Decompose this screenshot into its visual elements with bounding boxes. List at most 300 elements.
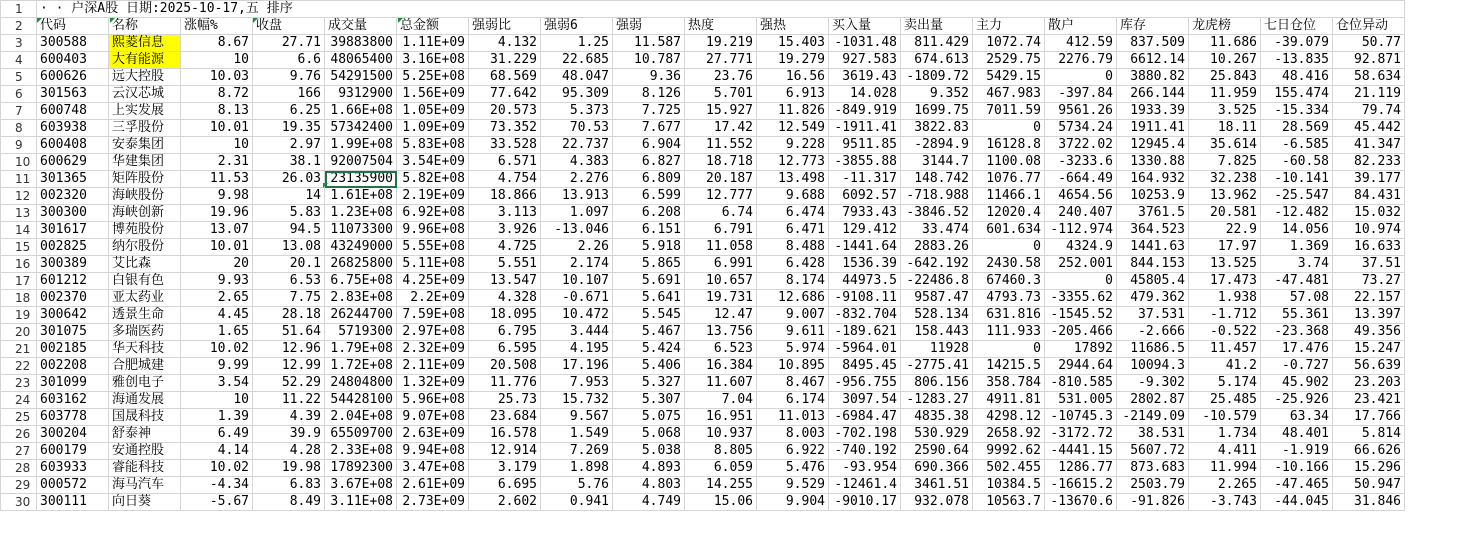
table-cell[interactable]: 17.476 <box>1261 341 1333 358</box>
table-cell[interactable]: 38.1 <box>253 154 325 171</box>
table-cell[interactable]: 806.156 <box>901 375 973 392</box>
row-number[interactable]: 6 <box>1 86 37 103</box>
table-cell[interactable]: 5.76 <box>541 477 613 494</box>
table-cell[interactable]: -6.585 <box>1261 137 1333 154</box>
table-cell[interactable]: 26825800 <box>325 256 397 273</box>
table-cell[interactable]: 10.01 <box>181 239 253 256</box>
table-cell[interactable]: 41.347 <box>1333 137 1405 154</box>
table-cell[interactable]: 932.078 <box>901 494 973 511</box>
table-cell[interactable]: 20.187 <box>685 171 757 188</box>
table-cell[interactable]: 23.203 <box>1333 375 1405 392</box>
row-number[interactable]: 21 <box>1 341 37 358</box>
table-cell[interactable]: 2.276 <box>541 171 613 188</box>
table-cell[interactable]: 13.397 <box>1333 307 1405 324</box>
table-cell[interactable]: 266.144 <box>1117 86 1189 103</box>
table-cell[interactable]: 1072.74 <box>973 35 1045 52</box>
table-cell[interactable]: 5.691 <box>613 273 685 290</box>
table-cell[interactable]: 9.688 <box>757 188 829 205</box>
table-cell[interactable]: 600629 <box>37 154 109 171</box>
table-cell[interactable]: 002208 <box>37 358 109 375</box>
table-cell[interactable]: 600179 <box>37 443 109 460</box>
table-cell[interactable]: 1.79E+08 <box>325 341 397 358</box>
table-cell[interactable]: 10.472 <box>541 307 613 324</box>
table-cell[interactable]: -47.481 <box>1261 273 1333 290</box>
table-cell[interactable]: 4324.9 <box>1045 239 1117 256</box>
table-cell[interactable]: -956.755 <box>829 375 901 392</box>
table-cell[interactable]: 8.49 <box>253 494 325 511</box>
table-cell[interactable]: 10.267 <box>1189 52 1261 69</box>
table-cell[interactable]: 11466.1 <box>973 188 1045 205</box>
column-header[interactable]: 仓位异动 <box>1333 18 1405 35</box>
table-cell[interactable]: 3.926 <box>469 222 541 239</box>
table-cell[interactable]: 5.918 <box>613 239 685 256</box>
table-cell[interactable]: 5.11E+08 <box>397 256 469 273</box>
row-number[interactable]: 26 <box>1 426 37 443</box>
table-cell[interactable]: 20.1 <box>253 256 325 273</box>
table-cell[interactable]: 6.49 <box>181 426 253 443</box>
column-header[interactable]: 主力 <box>973 18 1045 35</box>
table-cell[interactable]: 5607.72 <box>1117 443 1189 460</box>
table-cell[interactable]: 5.327 <box>613 375 685 392</box>
table-cell[interactable]: 6.827 <box>613 154 685 171</box>
title-cell[interactable]: · · 户深A股 日期:2025-10-17,五 排序 <box>37 1 1405 18</box>
table-cell[interactable]: -1809.72 <box>901 69 973 86</box>
table-cell[interactable]: 8.805 <box>685 443 757 460</box>
table-cell[interactable]: 48.416 <box>1261 69 1333 86</box>
table-cell[interactable]: 7011.59 <box>973 103 1045 120</box>
table-cell[interactable]: 17892 <box>1045 341 1117 358</box>
row-number[interactable]: 14 <box>1 222 37 239</box>
table-cell[interactable]: 11.058 <box>685 239 757 256</box>
table-cell[interactable]: 1536.39 <box>829 256 901 273</box>
table-cell[interactable]: 19.35 <box>253 120 325 137</box>
table-cell[interactable]: 4.28 <box>253 443 325 460</box>
table-cell[interactable]: 16128.8 <box>973 137 1045 154</box>
table-cell[interactable]: 8.488 <box>757 239 829 256</box>
table-cell[interactable]: 164.932 <box>1117 171 1189 188</box>
table-cell[interactable]: 32.238 <box>1189 171 1261 188</box>
table-cell[interactable]: 82.233 <box>1333 154 1405 171</box>
table-cell[interactable]: 19.98 <box>253 460 325 477</box>
table-cell[interactable]: -13.835 <box>1261 52 1333 69</box>
table-cell[interactable]: 12.99 <box>253 358 325 375</box>
table-cell[interactable]: 13.07 <box>181 222 253 239</box>
table-row[interactable] <box>1 307 1405 324</box>
table-cell[interactable]: 24804800 <box>325 375 397 392</box>
table-cell[interactable]: 1330.88 <box>1117 154 1189 171</box>
table-cell[interactable]: 7.269 <box>541 443 613 460</box>
table-cell[interactable]: 舒泰神 <box>109 426 181 443</box>
table-cell[interactable]: 4.195 <box>541 341 613 358</box>
table-cell[interactable]: -664.49 <box>1045 171 1117 188</box>
table-row[interactable] <box>1 273 1405 290</box>
table-cell[interactable]: 6.474 <box>757 205 829 222</box>
table-cell[interactable]: 2.97E+08 <box>397 324 469 341</box>
table-cell[interactable]: 15.403 <box>757 35 829 52</box>
table-cell[interactable]: 002185 <box>37 341 109 358</box>
row-number[interactable]: 28 <box>1 460 37 477</box>
table-cell[interactable]: 63.34 <box>1261 409 1333 426</box>
table-row[interactable] <box>1 443 1405 460</box>
row-number[interactable]: 25 <box>1 409 37 426</box>
table-cell[interactable]: 23.684 <box>469 409 541 426</box>
table-cell[interactable]: 1.05E+09 <box>397 103 469 120</box>
table-cell[interactable]: 6612.14 <box>1117 52 1189 69</box>
table-cell[interactable]: 6092.57 <box>829 188 901 205</box>
table-row[interactable] <box>1 120 1405 137</box>
table-cell[interactable]: 603933 <box>37 460 109 477</box>
table-cell[interactable]: -0.671 <box>541 290 613 307</box>
table-cell[interactable]: 海马汽车 <box>109 477 181 494</box>
table-cell[interactable]: -3355.62 <box>1045 290 1117 307</box>
table-cell[interactable]: 11.776 <box>469 375 541 392</box>
table-cell[interactable]: 睿能科技 <box>109 460 181 477</box>
table-cell[interactable]: -25.926 <box>1261 392 1333 409</box>
table-cell[interactable]: 9561.26 <box>1045 103 1117 120</box>
row-number[interactable]: 12 <box>1 188 37 205</box>
table-cell[interactable]: 10.107 <box>541 273 613 290</box>
table-cell[interactable]: -4.34 <box>181 477 253 494</box>
table-cell[interactable]: 66.626 <box>1333 443 1405 460</box>
table-row[interactable] <box>1 256 1405 273</box>
table-cell[interactable]: 三孚股份 <box>109 120 181 137</box>
table-cell[interactable]: 3.11E+08 <box>325 494 397 511</box>
row-number[interactable]: 29 <box>1 477 37 494</box>
table-cell[interactable]: 3822.83 <box>901 120 973 137</box>
table-cell[interactable]: -93.954 <box>829 460 901 477</box>
table-cell[interactable]: 10253.9 <box>1117 188 1189 205</box>
table-cell[interactable]: -60.58 <box>1261 154 1333 171</box>
table-cell[interactable]: -13670.6 <box>1045 494 1117 511</box>
table-cell[interactable]: 5.96E+08 <box>397 392 469 409</box>
table-cell[interactable]: 11.457 <box>1189 341 1261 358</box>
table-cell[interactable]: 4835.38 <box>901 409 973 426</box>
column-header[interactable]: 买入量 <box>829 18 901 35</box>
table-cell[interactable]: 15.032 <box>1333 205 1405 222</box>
table-cell[interactable]: 603938 <box>37 120 109 137</box>
table-cell[interactable]: 2.602 <box>469 494 541 511</box>
table-cell[interactable]: 8.13 <box>181 103 253 120</box>
column-header[interactable]: 强热 <box>757 18 829 35</box>
table-cell[interactable]: 0 <box>973 120 1045 137</box>
table-cell[interactable]: 6.795 <box>469 324 541 341</box>
table-cell[interactable]: 8.126 <box>613 86 685 103</box>
table-cell[interactable]: 6.428 <box>757 256 829 273</box>
table-cell[interactable]: 45.442 <box>1333 120 1405 137</box>
table-cell[interactable]: 37.51 <box>1333 256 1405 273</box>
table-cell[interactable]: -3233.6 <box>1045 154 1117 171</box>
table-cell[interactable]: 9.567 <box>541 409 613 426</box>
column-header[interactable]: 强弱 <box>613 18 685 35</box>
table-cell[interactable]: 2658.92 <box>973 426 1045 443</box>
table-row[interactable] <box>1 494 1405 511</box>
table-cell[interactable]: 11.53 <box>181 171 253 188</box>
table-cell[interactable]: 6.25 <box>253 103 325 120</box>
table-cell[interactable]: 17.473 <box>1189 273 1261 290</box>
table-cell[interactable]: 631.816 <box>973 307 1045 324</box>
table-cell[interactable]: -9108.11 <box>829 290 901 307</box>
table-cell[interactable]: 15.296 <box>1333 460 1405 477</box>
row-number[interactable]: 30 <box>1 494 37 511</box>
table-cell[interactable]: 1.369 <box>1261 239 1333 256</box>
table-cell[interactable]: -23.368 <box>1261 324 1333 341</box>
table-cell[interactable]: 301563 <box>37 86 109 103</box>
table-cell[interactable]: 811.429 <box>901 35 973 52</box>
table-cell[interactable]: 12.686 <box>757 290 829 307</box>
table-cell[interactable]: 50.77 <box>1333 35 1405 52</box>
table-cell[interactable]: 68.569 <box>469 69 541 86</box>
table-cell[interactable]: 300642 <box>37 307 109 324</box>
table-cell[interactable]: 3.113 <box>469 205 541 222</box>
table-cell[interactable]: 927.583 <box>829 52 901 69</box>
table-cell[interactable]: 3.16E+08 <box>397 52 469 69</box>
table-cell[interactable]: 84.431 <box>1333 188 1405 205</box>
row-number[interactable]: 27 <box>1 443 37 460</box>
table-cell[interactable]: 1911.41 <box>1117 120 1189 137</box>
table-cell[interactable]: 1.66E+08 <box>325 103 397 120</box>
row-number[interactable]: 13 <box>1 205 37 222</box>
table-cell[interactable]: 1699.75 <box>901 103 973 120</box>
table-cell[interactable]: 358.784 <box>973 375 1045 392</box>
table-cell[interactable]: 11.607 <box>685 375 757 392</box>
table-cell[interactable]: 22.157 <box>1333 290 1405 307</box>
table-cell[interactable]: 9.352 <box>901 86 973 103</box>
table-cell[interactable]: 73.352 <box>469 120 541 137</box>
table-cell[interactable]: 35.614 <box>1189 137 1261 154</box>
column-header[interactable]: 热度 <box>685 18 757 35</box>
table-cell[interactable]: 7.59E+08 <box>397 307 469 324</box>
table-cell[interactable]: 79.74 <box>1333 103 1405 120</box>
table-cell[interactable]: 23135900 <box>325 171 397 188</box>
table-cell[interactable]: 11928 <box>901 341 973 358</box>
table-cell[interactable]: 纳尔股份 <box>109 239 181 256</box>
table-cell[interactable]: -3172.72 <box>1045 426 1117 443</box>
table-cell[interactable]: 22.737 <box>541 137 613 154</box>
table-cell[interactable]: 9.007 <box>757 307 829 324</box>
table-cell[interactable]: 56.639 <box>1333 358 1405 375</box>
table-cell[interactable]: 4.45 <box>181 307 253 324</box>
table-cell[interactable]: 12.777 <box>685 188 757 205</box>
table-cell[interactable]: 16.384 <box>685 358 757 375</box>
table-cell[interactable]: 6.695 <box>469 477 541 494</box>
table-cell[interactable]: 19.96 <box>181 205 253 222</box>
table-cell[interactable]: 33.474 <box>901 222 973 239</box>
table-cell[interactable]: -1545.52 <box>1045 307 1117 324</box>
table-row[interactable] <box>1 154 1405 171</box>
table-cell[interactable]: -12.482 <box>1261 205 1333 222</box>
table-cell[interactable]: -22486.8 <box>901 273 973 290</box>
table-cell[interactable]: 54291500 <box>325 69 397 86</box>
table-cell[interactable]: -0.727 <box>1261 358 1333 375</box>
table-cell[interactable]: 10384.5 <box>973 477 1045 494</box>
table-cell[interactable]: 1.25 <box>541 35 613 52</box>
table-cell[interactable]: 艾比森 <box>109 256 181 273</box>
table-cell[interactable]: -112.974 <box>1045 222 1117 239</box>
table-cell[interactable]: 600626 <box>37 69 109 86</box>
table-cell[interactable]: 4654.56 <box>1045 188 1117 205</box>
table-cell[interactable]: 10.01 <box>181 120 253 137</box>
row-number[interactable]: 19 <box>1 307 37 324</box>
table-cell[interactable]: 20.508 <box>469 358 541 375</box>
table-cell[interactable]: 502.455 <box>973 460 1045 477</box>
table-row[interactable] <box>1 103 1405 120</box>
table-cell[interactable]: 5.82E+08 <box>397 171 469 188</box>
table-cell[interactable]: 3761.5 <box>1117 205 1189 222</box>
table-row[interactable] <box>1 171 1405 188</box>
table-cell[interactable]: 5.974 <box>757 341 829 358</box>
table-cell[interactable]: 7.953 <box>541 375 613 392</box>
table-cell[interactable]: 1.734 <box>1189 426 1261 443</box>
table-cell[interactable]: 1.898 <box>541 460 613 477</box>
table-cell[interactable]: 5.545 <box>613 307 685 324</box>
table-cell[interactable]: -1441.64 <box>829 239 901 256</box>
table-cell[interactable]: 17.766 <box>1333 409 1405 426</box>
table-cell[interactable]: -2775.41 <box>901 358 973 375</box>
table-cell[interactable]: 4.749 <box>613 494 685 511</box>
table-cell[interactable]: 252.001 <box>1045 256 1117 273</box>
table-cell[interactable]: 2944.64 <box>1045 358 1117 375</box>
table-cell[interactable]: -832.704 <box>829 307 901 324</box>
table-cell[interactable]: 14.028 <box>829 86 901 103</box>
table-cell[interactable]: 4.754 <box>469 171 541 188</box>
table-cell[interactable]: 博苑股份 <box>109 222 181 239</box>
table-cell[interactable]: 白银有色 <box>109 273 181 290</box>
table-cell[interactable]: 3.47E+08 <box>397 460 469 477</box>
table-cell[interactable]: 50.947 <box>1333 477 1405 494</box>
table-cell[interactable]: 矩阵股份 <box>109 171 181 188</box>
row-number[interactable]: 17 <box>1 273 37 290</box>
table-cell[interactable]: 7.04 <box>685 392 757 409</box>
table-cell[interactable]: 1.11E+09 <box>397 35 469 52</box>
table-cell[interactable]: 22.9 <box>1189 222 1261 239</box>
table-cell[interactable]: 5429.15 <box>973 69 1045 86</box>
table-cell[interactable]: 1441.63 <box>1117 239 1189 256</box>
row-number[interactable]: 3 <box>1 35 37 52</box>
table-cell[interactable]: 95.309 <box>541 86 613 103</box>
table-cell[interactable]: 000572 <box>37 477 109 494</box>
table-cell[interactable]: 安泰集团 <box>109 137 181 154</box>
table-cell[interactable]: 48.047 <box>541 69 613 86</box>
table-cell[interactable]: 11.686 <box>1189 35 1261 52</box>
table-cell[interactable]: 9.36 <box>613 69 685 86</box>
table-cell[interactable]: 11.959 <box>1189 86 1261 103</box>
row-number[interactable]: 9 <box>1 137 37 154</box>
table-cell[interactable]: 9587.47 <box>901 290 973 307</box>
table-cell[interactable]: 2430.58 <box>973 256 1045 273</box>
table-cell[interactable]: 4.383 <box>541 154 613 171</box>
table-cell[interactable]: 837.509 <box>1117 35 1189 52</box>
table-cell[interactable]: 2.83E+08 <box>325 290 397 307</box>
table-cell[interactable]: -205.466 <box>1045 324 1117 341</box>
table-cell[interactable]: 9.98 <box>181 188 253 205</box>
table-cell[interactable]: 18.11 <box>1189 120 1261 137</box>
table-cell[interactable]: 2590.64 <box>901 443 973 460</box>
table-cell[interactable]: 4.893 <box>613 460 685 477</box>
table-cell[interactable]: 3.54E+09 <box>397 154 469 171</box>
table-cell[interactable]: 2.2E+09 <box>397 290 469 307</box>
table-cell[interactable]: 9.529 <box>757 477 829 494</box>
table-cell[interactable]: -16615.2 <box>1045 477 1117 494</box>
table-row[interactable] <box>1 341 1405 358</box>
table-row[interactable] <box>1 290 1405 307</box>
table-cell[interactable]: 熙菱信息 <box>109 35 181 52</box>
table-cell[interactable]: 16.578 <box>469 426 541 443</box>
table-cell[interactable]: 0 <box>973 341 1045 358</box>
table-cell[interactable]: 1.61E+08 <box>325 188 397 205</box>
table-cell[interactable]: 14 <box>253 188 325 205</box>
table-cell[interactable]: 9312900 <box>325 86 397 103</box>
table-cell[interactable]: 3144.7 <box>901 154 973 171</box>
table-cell[interactable]: 6.53 <box>253 273 325 290</box>
column-header[interactable]: 强弱6 <box>541 18 613 35</box>
table-cell[interactable]: 54428100 <box>325 392 397 409</box>
table-cell[interactable]: -25.547 <box>1261 188 1333 205</box>
table-cell[interactable]: 13.756 <box>685 324 757 341</box>
table-cell[interactable]: 远大控股 <box>109 69 181 86</box>
table-cell[interactable]: 300204 <box>37 426 109 443</box>
table-cell[interactable]: -810.585 <box>1045 375 1117 392</box>
table-cell[interactable]: 300300 <box>37 205 109 222</box>
table-row[interactable] <box>1 205 1405 222</box>
table-cell[interactable]: -5964.01 <box>829 341 901 358</box>
table-cell[interactable]: 6.791 <box>685 222 757 239</box>
table-cell[interactable]: 55.361 <box>1261 307 1333 324</box>
table-cell[interactable]: 6.151 <box>613 222 685 239</box>
table-cell[interactable]: 39.177 <box>1333 171 1405 188</box>
table-cell[interactable]: 301075 <box>37 324 109 341</box>
row-number[interactable]: 5 <box>1 69 37 86</box>
table-row[interactable] <box>1 392 1405 409</box>
table-cell[interactable]: 300111 <box>37 494 109 511</box>
table-cell[interactable]: 52.29 <box>253 375 325 392</box>
table-cell[interactable]: 25.73 <box>469 392 541 409</box>
table-cell[interactable]: 17.42 <box>685 120 757 137</box>
table-cell[interactable]: 148.742 <box>901 171 973 188</box>
table-cell[interactable]: 25.843 <box>1189 69 1261 86</box>
table-cell[interactable]: 48065400 <box>325 52 397 69</box>
table-cell[interactable]: 9.93 <box>181 273 253 290</box>
table-cell[interactable]: 向日葵 <box>109 494 181 511</box>
table-cell[interactable]: 2276.79 <box>1045 52 1117 69</box>
table-cell[interactable]: 4.25E+09 <box>397 273 469 290</box>
table-cell[interactable]: 1.99E+08 <box>325 137 397 154</box>
table-cell[interactable]: 45.902 <box>1261 375 1333 392</box>
table-cell[interactable]: 301365 <box>37 171 109 188</box>
table-cell[interactable]: 2.19E+09 <box>397 188 469 205</box>
table-cell[interactable]: 2.61E+09 <box>397 477 469 494</box>
column-header[interactable]: 散户 <box>1045 18 1117 35</box>
table-row[interactable] <box>1 35 1405 52</box>
table-cell[interactable]: 4911.81 <box>973 392 1045 409</box>
table-cell[interactable]: 9.228 <box>757 137 829 154</box>
table-cell[interactable]: -189.621 <box>829 324 901 341</box>
table-cell[interactable]: 530.929 <box>901 426 973 443</box>
table-cell[interactable]: 亚太药业 <box>109 290 181 307</box>
table-cell[interactable]: 129.412 <box>829 222 901 239</box>
table-cell[interactable]: 20.581 <box>1189 205 1261 222</box>
table-cell[interactable]: 8.003 <box>757 426 829 443</box>
table-cell[interactable]: 2.33E+08 <box>325 443 397 460</box>
table-cell[interactable]: 12.914 <box>469 443 541 460</box>
table-cell[interactable]: 5.307 <box>613 392 685 409</box>
table-cell[interactable]: 6.922 <box>757 443 829 460</box>
column-header[interactable]: 卖出量 <box>901 18 973 35</box>
table-cell[interactable]: 873.683 <box>1117 460 1189 477</box>
table-cell[interactable]: 65509700 <box>325 426 397 443</box>
table-cell[interactable]: 4.328 <box>469 290 541 307</box>
table-cell[interactable]: 4.14 <box>181 443 253 460</box>
table-cell[interactable]: 37.531 <box>1117 307 1189 324</box>
